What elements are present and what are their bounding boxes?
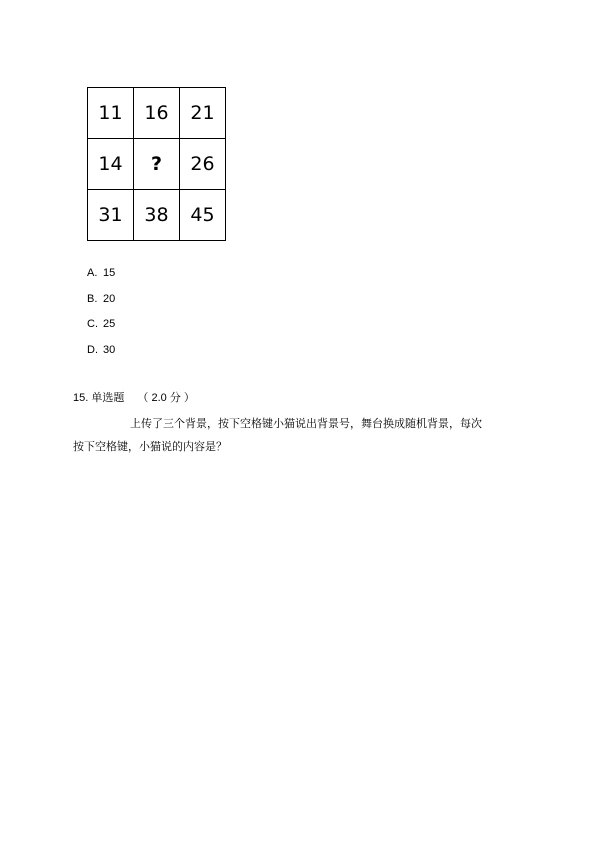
question-type: 单选题	[91, 392, 125, 404]
option-value: 25	[103, 318, 116, 330]
number-grid	[87, 87, 226, 241]
option-label: B.	[87, 293, 98, 305]
grid-cell-unknown: ?	[134, 139, 180, 190]
grid-cell: 31	[88, 190, 134, 241]
option-value: 20	[103, 293, 116, 305]
grid-cell: 14	[88, 139, 134, 190]
option-b[interactable]	[87, 293, 115, 306]
grid-cell: 21	[180, 88, 226, 139]
grid-cell: 26	[180, 139, 226, 190]
grid-cell: 38	[134, 190, 180, 241]
option-a[interactable]	[87, 267, 115, 280]
question-score: （ 2.0 分 ）	[137, 392, 195, 404]
option-label: C.	[87, 318, 98, 330]
option-c[interactable]	[87, 318, 115, 331]
question-header	[73, 391, 195, 405]
question-body	[73, 412, 523, 458]
question-text-line: 上传了三个背景，按下空格键小猫说出背景号，舞台换成随机背景，每次	[130, 417, 482, 430]
question-text-line: 按下空格键，小猫说的内容是？	[73, 440, 227, 453]
grid-row	[88, 139, 226, 190]
grid-cell: 45	[180, 190, 226, 241]
option-label: A.	[87, 267, 98, 279]
option-label: D.	[87, 344, 98, 356]
option-value: 15	[103, 267, 116, 279]
question-number: 15.	[73, 392, 89, 404]
grid-row	[88, 88, 226, 139]
option-value: 30	[103, 344, 116, 356]
grid-cell: 16	[134, 88, 180, 139]
option-d[interactable]	[87, 344, 115, 357]
grid-cell: 11	[88, 88, 134, 139]
grid-row	[88, 190, 226, 241]
